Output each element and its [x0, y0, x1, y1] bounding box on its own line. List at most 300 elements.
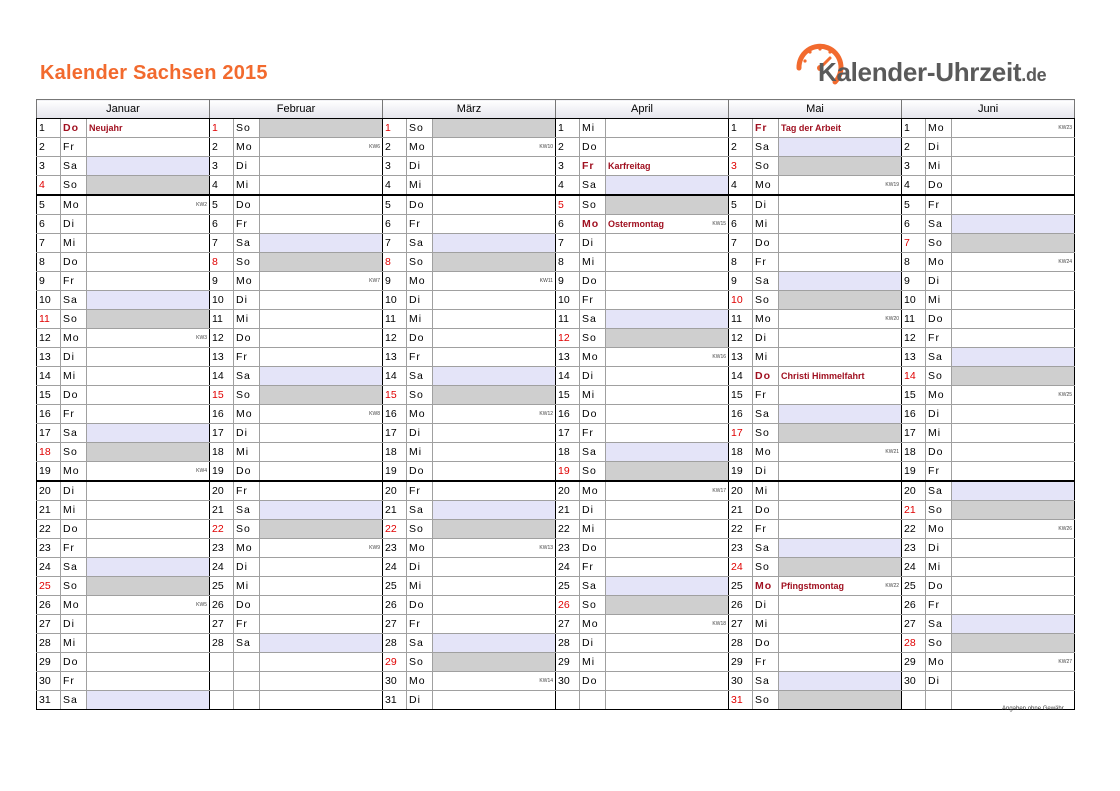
day-number: 13 [210, 348, 234, 367]
weekday: Mo [61, 329, 87, 348]
day-entry [87, 157, 210, 176]
day-entry [433, 253, 556, 272]
day-entry [779, 310, 902, 329]
day-entry [606, 195, 729, 215]
weekday: Sa [926, 481, 952, 501]
day-entry [87, 672, 210, 691]
day-entry [433, 348, 556, 367]
day-entry [260, 272, 383, 291]
weekday [234, 653, 260, 672]
day-number: 2 [729, 138, 753, 157]
day-entry [779, 691, 902, 710]
day-number: 2 [383, 138, 407, 157]
day-entry [779, 558, 902, 577]
day-entry [260, 462, 383, 482]
weekday: Di [407, 558, 433, 577]
day-entry [606, 481, 729, 501]
day-entry [952, 501, 1075, 520]
weekday: Mi [407, 310, 433, 329]
day-number: 1 [383, 119, 407, 138]
day-number: 15 [729, 386, 753, 405]
day-entry [952, 653, 1075, 672]
weekday: Fr [234, 348, 260, 367]
weekday: Mo [61, 596, 87, 615]
calendar-week-label: KW3 [196, 335, 207, 341]
day-entry [433, 481, 556, 501]
day-number: 7 [37, 234, 61, 253]
calendar-row [37, 119, 1075, 138]
weekday: Do [407, 462, 433, 482]
day-number: 15 [210, 386, 234, 405]
day-number: 12 [902, 329, 926, 348]
day-number: 5 [383, 195, 407, 215]
day-entry [260, 539, 383, 558]
day-number: 8 [37, 253, 61, 272]
weekday: Do [61, 653, 87, 672]
weekday: Do [926, 443, 952, 462]
day-entry [87, 424, 210, 443]
day-number: 23 [383, 539, 407, 558]
day-entry [87, 272, 210, 291]
day-entry [260, 157, 383, 176]
day-number: 23 [902, 539, 926, 558]
weekday: Sa [61, 558, 87, 577]
day-entry [433, 634, 556, 653]
weekday: So [580, 195, 606, 215]
day-number: 21 [210, 501, 234, 520]
weekday: Di [407, 157, 433, 176]
day-entry [87, 329, 210, 348]
weekday: Do [926, 176, 952, 196]
day-entry [779, 367, 902, 386]
day-entry [260, 443, 383, 462]
calendar-row [37, 443, 1075, 462]
weekday: Sa [580, 176, 606, 196]
day-number: 6 [556, 215, 580, 234]
weekday: Mi [926, 157, 952, 176]
calendar-row [37, 272, 1075, 291]
day-number: 20 [556, 481, 580, 501]
day-entry [606, 386, 729, 405]
day-number: 23 [37, 539, 61, 558]
day-number: 20 [210, 481, 234, 501]
weekday: Fr [234, 481, 260, 501]
day-entry [87, 348, 210, 367]
day-entry [260, 653, 383, 672]
day-number: 4 [37, 176, 61, 196]
day-entry [260, 405, 383, 424]
calendar-row [37, 405, 1075, 424]
weekday: Sa [926, 348, 952, 367]
calendar-week-label: KW2 [196, 202, 207, 208]
day-entry [606, 424, 729, 443]
weekday: Mi [580, 386, 606, 405]
day-entry [87, 462, 210, 482]
calendar-week-label: KW4 [196, 468, 207, 474]
weekday: Mi [61, 634, 87, 653]
weekday: Do [926, 577, 952, 596]
day-entry [260, 234, 383, 253]
day-number: 19 [729, 462, 753, 482]
day-number: 12 [556, 329, 580, 348]
day-number: 3 [902, 157, 926, 176]
calendar-week-label: KW10 [539, 144, 554, 150]
day-entry [952, 272, 1075, 291]
weekday: Mo [234, 138, 260, 157]
day-entry [952, 215, 1075, 234]
weekday: Do [61, 520, 87, 539]
day-entry [260, 195, 383, 215]
day-entry [606, 329, 729, 348]
day-number: 20 [902, 481, 926, 501]
weekday: Do [234, 462, 260, 482]
weekday: So [407, 520, 433, 539]
day-entry [606, 157, 729, 176]
day-number: 25 [383, 577, 407, 596]
day-number: 17 [902, 424, 926, 443]
weekday: Mi [753, 215, 779, 234]
weekday: So [926, 634, 952, 653]
weekday: Mi [753, 481, 779, 501]
day-entry [779, 653, 902, 672]
day-number [210, 653, 234, 672]
weekday: So [580, 462, 606, 482]
weekday: Do [407, 195, 433, 215]
weekday: So [407, 253, 433, 272]
weekday: Mo [753, 443, 779, 462]
day-number: 2 [902, 138, 926, 157]
day-number: 30 [383, 672, 407, 691]
weekday: Di [580, 634, 606, 653]
day-number: 10 [37, 291, 61, 310]
calendar-row [37, 634, 1075, 653]
day-number: 16 [556, 405, 580, 424]
day-number: 9 [383, 272, 407, 291]
day-number: 28 [902, 634, 926, 653]
day-number [902, 691, 926, 710]
day-number: 22 [729, 520, 753, 539]
weekday: Mo [753, 310, 779, 329]
day-number: 24 [556, 558, 580, 577]
day-number: 30 [556, 672, 580, 691]
weekday: Di [580, 367, 606, 386]
day-number: 20 [37, 481, 61, 501]
day-number: 8 [902, 253, 926, 272]
day-number: 11 [383, 310, 407, 329]
calendar-row [37, 577, 1075, 596]
calendar-row [37, 672, 1075, 691]
day-number: 25 [902, 577, 926, 596]
weekday: So [580, 329, 606, 348]
day-number: 21 [37, 501, 61, 520]
weekday: Fr [926, 462, 952, 482]
calendar-week-label: KW17 [712, 488, 727, 494]
weekday: Sa [753, 138, 779, 157]
day-number: 19 [210, 462, 234, 482]
disclaimer-text: Angaben ohne Gewähr [1002, 706, 1064, 712]
day-number: 29 [902, 653, 926, 672]
day-number: 12 [383, 329, 407, 348]
day-number: 15 [383, 386, 407, 405]
month-header-row [37, 100, 1075, 119]
day-number: 12 [210, 329, 234, 348]
weekday: Mo [926, 119, 952, 138]
weekday: Fr [234, 215, 260, 234]
day-number: 24 [902, 558, 926, 577]
calendar-week-label: KW7 [369, 278, 381, 284]
weekday: Mi [753, 348, 779, 367]
weekday: Sa [61, 157, 87, 176]
day-entry [779, 443, 902, 462]
day-entry [433, 520, 556, 539]
weekday: Fr [61, 138, 87, 157]
day-entry [433, 615, 556, 634]
calendar-week-label: KW24 [1058, 259, 1073, 265]
day-entry [260, 310, 383, 329]
day-number: 13 [37, 348, 61, 367]
weekday: Mi [407, 443, 433, 462]
page-title: Kalender Sachsen 2015 [40, 62, 268, 84]
weekday: Mo [580, 215, 606, 234]
day-entry [87, 386, 210, 405]
day-entry [606, 634, 729, 653]
day-number: 31 [37, 691, 61, 710]
weekday: Fr [753, 653, 779, 672]
weekday: Sa [407, 367, 433, 386]
day-number: 9 [37, 272, 61, 291]
weekday: So [234, 119, 260, 138]
day-number: 26 [729, 596, 753, 615]
day-number: 28 [729, 634, 753, 653]
day-entry [260, 348, 383, 367]
day-number: 4 [210, 176, 234, 196]
day-number: 14 [210, 367, 234, 386]
weekday: So [926, 367, 952, 386]
weekday: Sa [61, 424, 87, 443]
day-entry [952, 520, 1075, 539]
weekday: Fr [61, 539, 87, 558]
calendar-row [37, 539, 1075, 558]
day-entry [952, 138, 1075, 157]
day-entry [779, 634, 902, 653]
day-entry [779, 405, 902, 424]
weekday: Mo [407, 539, 433, 558]
calendar-row [37, 501, 1075, 520]
day-entry [433, 272, 556, 291]
weekday: Mo [407, 272, 433, 291]
weekday: Do [61, 253, 87, 272]
weekday: Fr [61, 272, 87, 291]
day-number: 1 [556, 119, 580, 138]
day-number: 28 [556, 634, 580, 653]
day-entry [433, 215, 556, 234]
day-entry [260, 558, 383, 577]
day-entry [779, 615, 902, 634]
day-number: 15 [556, 386, 580, 405]
weekday: Do [580, 672, 606, 691]
day-entry [952, 558, 1075, 577]
day-number: 1 [37, 119, 61, 138]
day-entry [260, 138, 383, 157]
calendar-week-label: KW22 [885, 583, 900, 589]
weekday: Di [234, 424, 260, 443]
day-number: 31 [383, 691, 407, 710]
day-number: 14 [729, 367, 753, 386]
day-entry [952, 634, 1075, 653]
day-number: 7 [729, 234, 753, 253]
weekday: So [407, 653, 433, 672]
day-entry [952, 672, 1075, 691]
day-number: 22 [556, 520, 580, 539]
calendar-week-label: KW19 [885, 182, 900, 188]
weekday: Mi [407, 176, 433, 196]
day-entry [87, 291, 210, 310]
weekday: Fr [61, 405, 87, 424]
day-number: 10 [383, 291, 407, 310]
day-number: 18 [729, 443, 753, 462]
day-number: 4 [383, 176, 407, 196]
weekday: Sa [407, 634, 433, 653]
day-entry [87, 558, 210, 577]
weekday: Mo [580, 481, 606, 501]
day-number: 9 [556, 272, 580, 291]
calendar-week-label: KW27 [1058, 659, 1073, 665]
calendar-row [37, 195, 1075, 215]
day-number: 3 [383, 157, 407, 176]
weekday: So [753, 157, 779, 176]
day-number: 17 [556, 424, 580, 443]
day-entry [433, 405, 556, 424]
day-number: 3 [729, 157, 753, 176]
day-entry [606, 443, 729, 462]
calendar-row [37, 481, 1075, 501]
day-entry [87, 195, 210, 215]
day-entry [87, 176, 210, 196]
day-entry [433, 367, 556, 386]
day-entry [433, 672, 556, 691]
day-number: 15 [902, 386, 926, 405]
weekday: So [926, 501, 952, 520]
day-entry [433, 195, 556, 215]
day-number: 14 [37, 367, 61, 386]
day-entry [260, 596, 383, 615]
weekday: Mi [580, 520, 606, 539]
weekday: Sa [234, 367, 260, 386]
day-number: 24 [210, 558, 234, 577]
day-number: 7 [383, 234, 407, 253]
day-entry [779, 253, 902, 272]
weekday: Fr [407, 215, 433, 234]
day-entry [952, 176, 1075, 196]
day-entry [87, 138, 210, 157]
weekday: Mo [753, 577, 779, 596]
weekday: Sa [580, 310, 606, 329]
weekday: Do [753, 234, 779, 253]
weekday: Mi [61, 501, 87, 520]
weekday: So [234, 253, 260, 272]
weekday: Sa [753, 405, 779, 424]
day-entry [260, 215, 383, 234]
calendar-row [37, 234, 1075, 253]
day-number: 11 [556, 310, 580, 329]
weekday: Fr [580, 424, 606, 443]
weekday: Mo [407, 672, 433, 691]
day-entry [779, 119, 902, 138]
weekday: So [753, 558, 779, 577]
weekday [580, 691, 606, 710]
calendar-week-label: KW25 [1058, 392, 1073, 398]
day-entry [606, 348, 729, 367]
weekday: Di [753, 596, 779, 615]
day-number: 22 [902, 520, 926, 539]
day-entry [779, 234, 902, 253]
weekday: Do [61, 119, 87, 138]
weekday: Sa [61, 691, 87, 710]
day-number: 23 [210, 539, 234, 558]
weekday: Mi [61, 367, 87, 386]
day-number: 19 [902, 462, 926, 482]
day-number: 14 [902, 367, 926, 386]
day-number: 24 [729, 558, 753, 577]
weekday: Fr [407, 348, 433, 367]
day-entry [260, 481, 383, 501]
day-entry [779, 215, 902, 234]
day-entry [606, 462, 729, 482]
day-number: 19 [37, 462, 61, 482]
day-entry [779, 386, 902, 405]
weekday: Sa [580, 443, 606, 462]
day-number [210, 691, 234, 710]
month-header: Juni [902, 100, 1075, 119]
day-entry [779, 424, 902, 443]
calendar-row [37, 215, 1075, 234]
day-number: 15 [37, 386, 61, 405]
weekday: Do [234, 195, 260, 215]
calendar-week-label: KW14 [539, 678, 554, 684]
day-entry [952, 424, 1075, 443]
day-entry [606, 501, 729, 520]
day-entry [779, 329, 902, 348]
weekday: Di [61, 481, 87, 501]
day-entry [87, 253, 210, 272]
day-number [556, 691, 580, 710]
weekday: Mi [234, 310, 260, 329]
day-entry [606, 577, 729, 596]
weekday: Do [580, 405, 606, 424]
day-entry [606, 672, 729, 691]
calendar-week-label: KW18 [712, 621, 727, 627]
day-number: 25 [210, 577, 234, 596]
weekday: Fr [753, 520, 779, 539]
day-entry [952, 348, 1075, 367]
day-number: 18 [210, 443, 234, 462]
day-entry [952, 462, 1075, 482]
day-number: 20 [383, 481, 407, 501]
weekday: Sa [753, 272, 779, 291]
day-number: 3 [37, 157, 61, 176]
day-number: 21 [556, 501, 580, 520]
weekday: So [407, 119, 433, 138]
day-number: 28 [383, 634, 407, 653]
weekday: Fr [926, 596, 952, 615]
day-number: 6 [210, 215, 234, 234]
holiday-label: Pfingstmontag [781, 581, 845, 591]
day-number: 11 [210, 310, 234, 329]
calendar-row [37, 310, 1075, 329]
weekday: Do [61, 386, 87, 405]
weekday: Mo [61, 195, 87, 215]
day-entry [87, 481, 210, 501]
